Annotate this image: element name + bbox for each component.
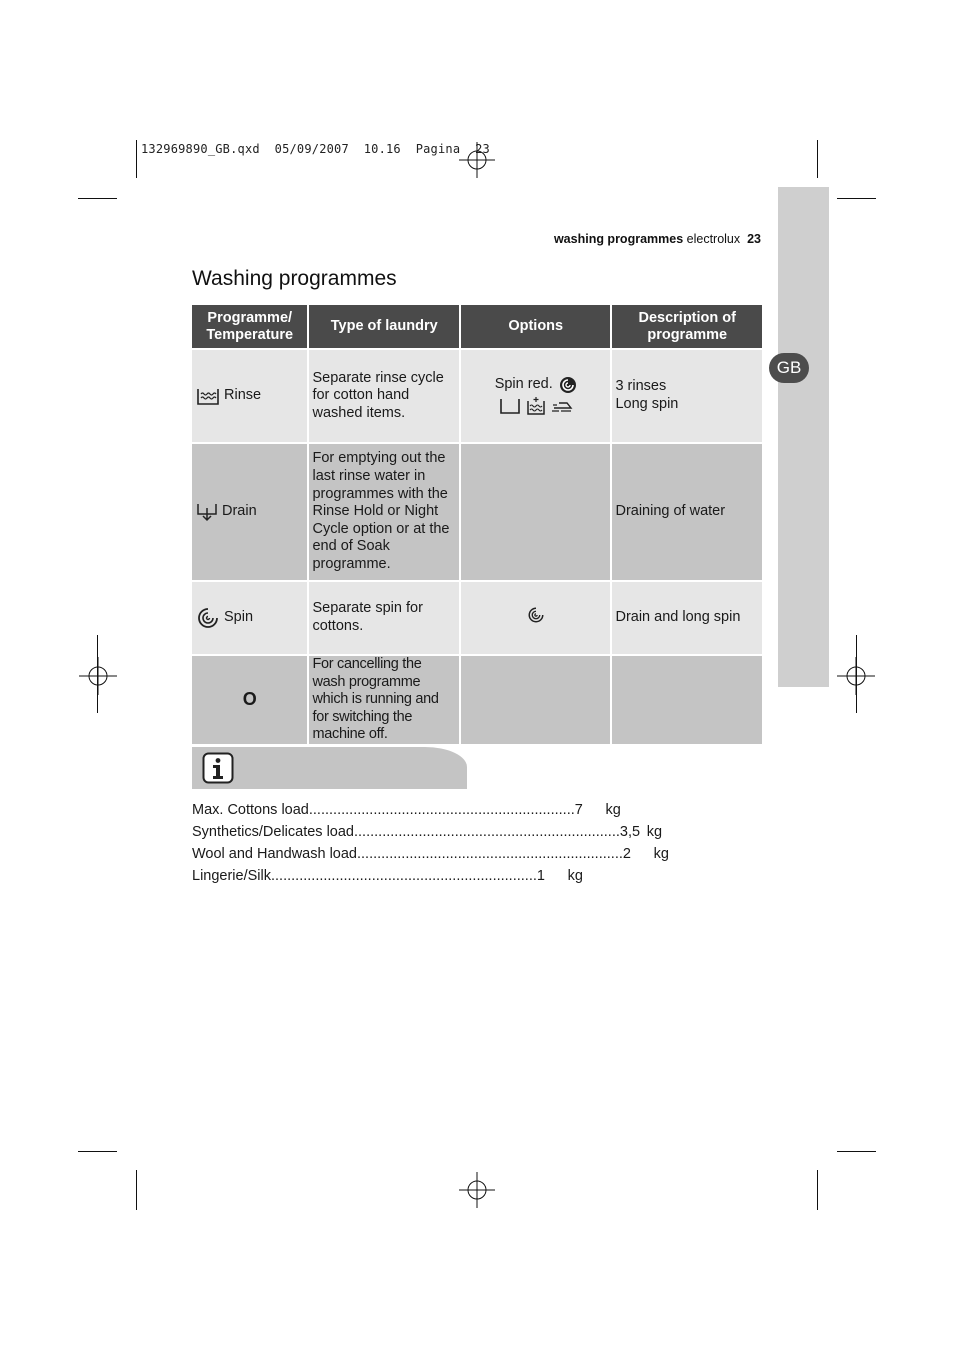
load-value: 2 xyxy=(622,846,631,862)
options-cell xyxy=(461,350,611,442)
description-cell xyxy=(612,656,762,744)
load-label: Max. Cottons load xyxy=(192,802,309,818)
list-item: Wool and Handwash load .................................................................. 2 kg xyxy=(192,843,478,865)
load-label: Synthetics/Delicates load xyxy=(192,824,354,840)
options-cell xyxy=(461,444,611,580)
table-row xyxy=(192,350,762,442)
load-list xyxy=(192,799,669,887)
load-unit: kg xyxy=(567,868,583,884)
programmes-table xyxy=(190,303,764,746)
description-line: Draining of water xyxy=(615,503,726,520)
night-cycle-icon xyxy=(526,396,546,416)
page-number: 23 xyxy=(747,232,761,246)
load-label: Lingerie/Silk xyxy=(192,868,271,884)
programme-label: Rinse xyxy=(224,387,262,404)
rinse-hold-icon xyxy=(499,397,521,415)
header-options: Options xyxy=(461,305,611,348)
laundry-cell: Separate spin for cottons. xyxy=(309,582,459,654)
laundry-cell: Separate rinse cycle for cotton hand washed items. xyxy=(309,350,459,442)
info-icon xyxy=(202,752,234,784)
options-text: Spin red. xyxy=(494,376,553,393)
load-unit: kg xyxy=(605,802,621,818)
options-cell xyxy=(461,582,611,654)
header-description: Description of programme xyxy=(612,305,762,348)
programme-cell xyxy=(192,444,307,580)
header-brand: electrolux xyxy=(686,232,741,246)
table-row xyxy=(192,444,762,580)
header-programme: Programme/ Temperature xyxy=(192,305,307,348)
description-cell xyxy=(612,444,762,580)
programme-label: Drain xyxy=(222,503,257,520)
spin-reduction-icon xyxy=(559,376,577,394)
rinse-icon xyxy=(196,386,220,406)
side-tab xyxy=(778,187,829,687)
programme-cell xyxy=(192,582,307,654)
load-label: Wool and Handwash load xyxy=(192,846,357,862)
running-header xyxy=(554,232,761,246)
laundry-cell: For emptying out the last rinse water in programmes with the Rinse Hold or Night Cycle option or at the end of Soak programme. xyxy=(309,444,459,580)
programme-cell: O xyxy=(192,656,307,744)
table-header-row xyxy=(192,305,762,348)
registration-mark-left xyxy=(79,657,117,695)
easy-iron-icon xyxy=(551,399,573,413)
load-value: 7 xyxy=(574,802,583,818)
load-value: 3,5 xyxy=(619,824,641,840)
load-unit: kg xyxy=(653,846,669,862)
description-line: 3 rinses xyxy=(615,378,667,395)
options-cell xyxy=(461,656,611,744)
header-laundry: Type of laundry xyxy=(309,305,459,348)
drain-icon xyxy=(196,502,218,522)
print-slug: 132969890_GB.qxd 05/09/2007 10.16 Pagina 23 xyxy=(141,142,490,156)
table-row xyxy=(192,656,762,744)
description-line: Long spin xyxy=(615,396,679,412)
registration-mark-bottom xyxy=(459,1172,495,1208)
language-badge: GB xyxy=(769,353,809,383)
list-item: Max. Cottons load .................................................................. 7 kg xyxy=(192,799,478,821)
table-row xyxy=(192,582,762,654)
list-item: Lingerie/Silk .................................................................. 1 kg xyxy=(192,865,478,887)
programme-cell xyxy=(192,350,307,442)
load-value: 1 xyxy=(536,868,545,884)
spin-icon xyxy=(196,606,220,630)
description-cell xyxy=(612,582,762,654)
description-cell xyxy=(612,350,762,442)
load-unit: kg xyxy=(646,824,663,840)
header-section: washing programmes xyxy=(553,232,684,246)
laundry-cell: For cancelling the wash programme which is running and for switching the machine off. xyxy=(309,656,459,744)
programme-label: Spin xyxy=(224,609,254,626)
list-item: Synthetics/Delicates load .................................................................. 3,5 kg xyxy=(192,821,478,843)
page-title: Washing programmes xyxy=(192,267,397,290)
spin-icon xyxy=(527,606,545,624)
registration-mark-top xyxy=(459,142,495,178)
description-line: Drain and long spin xyxy=(615,609,741,626)
